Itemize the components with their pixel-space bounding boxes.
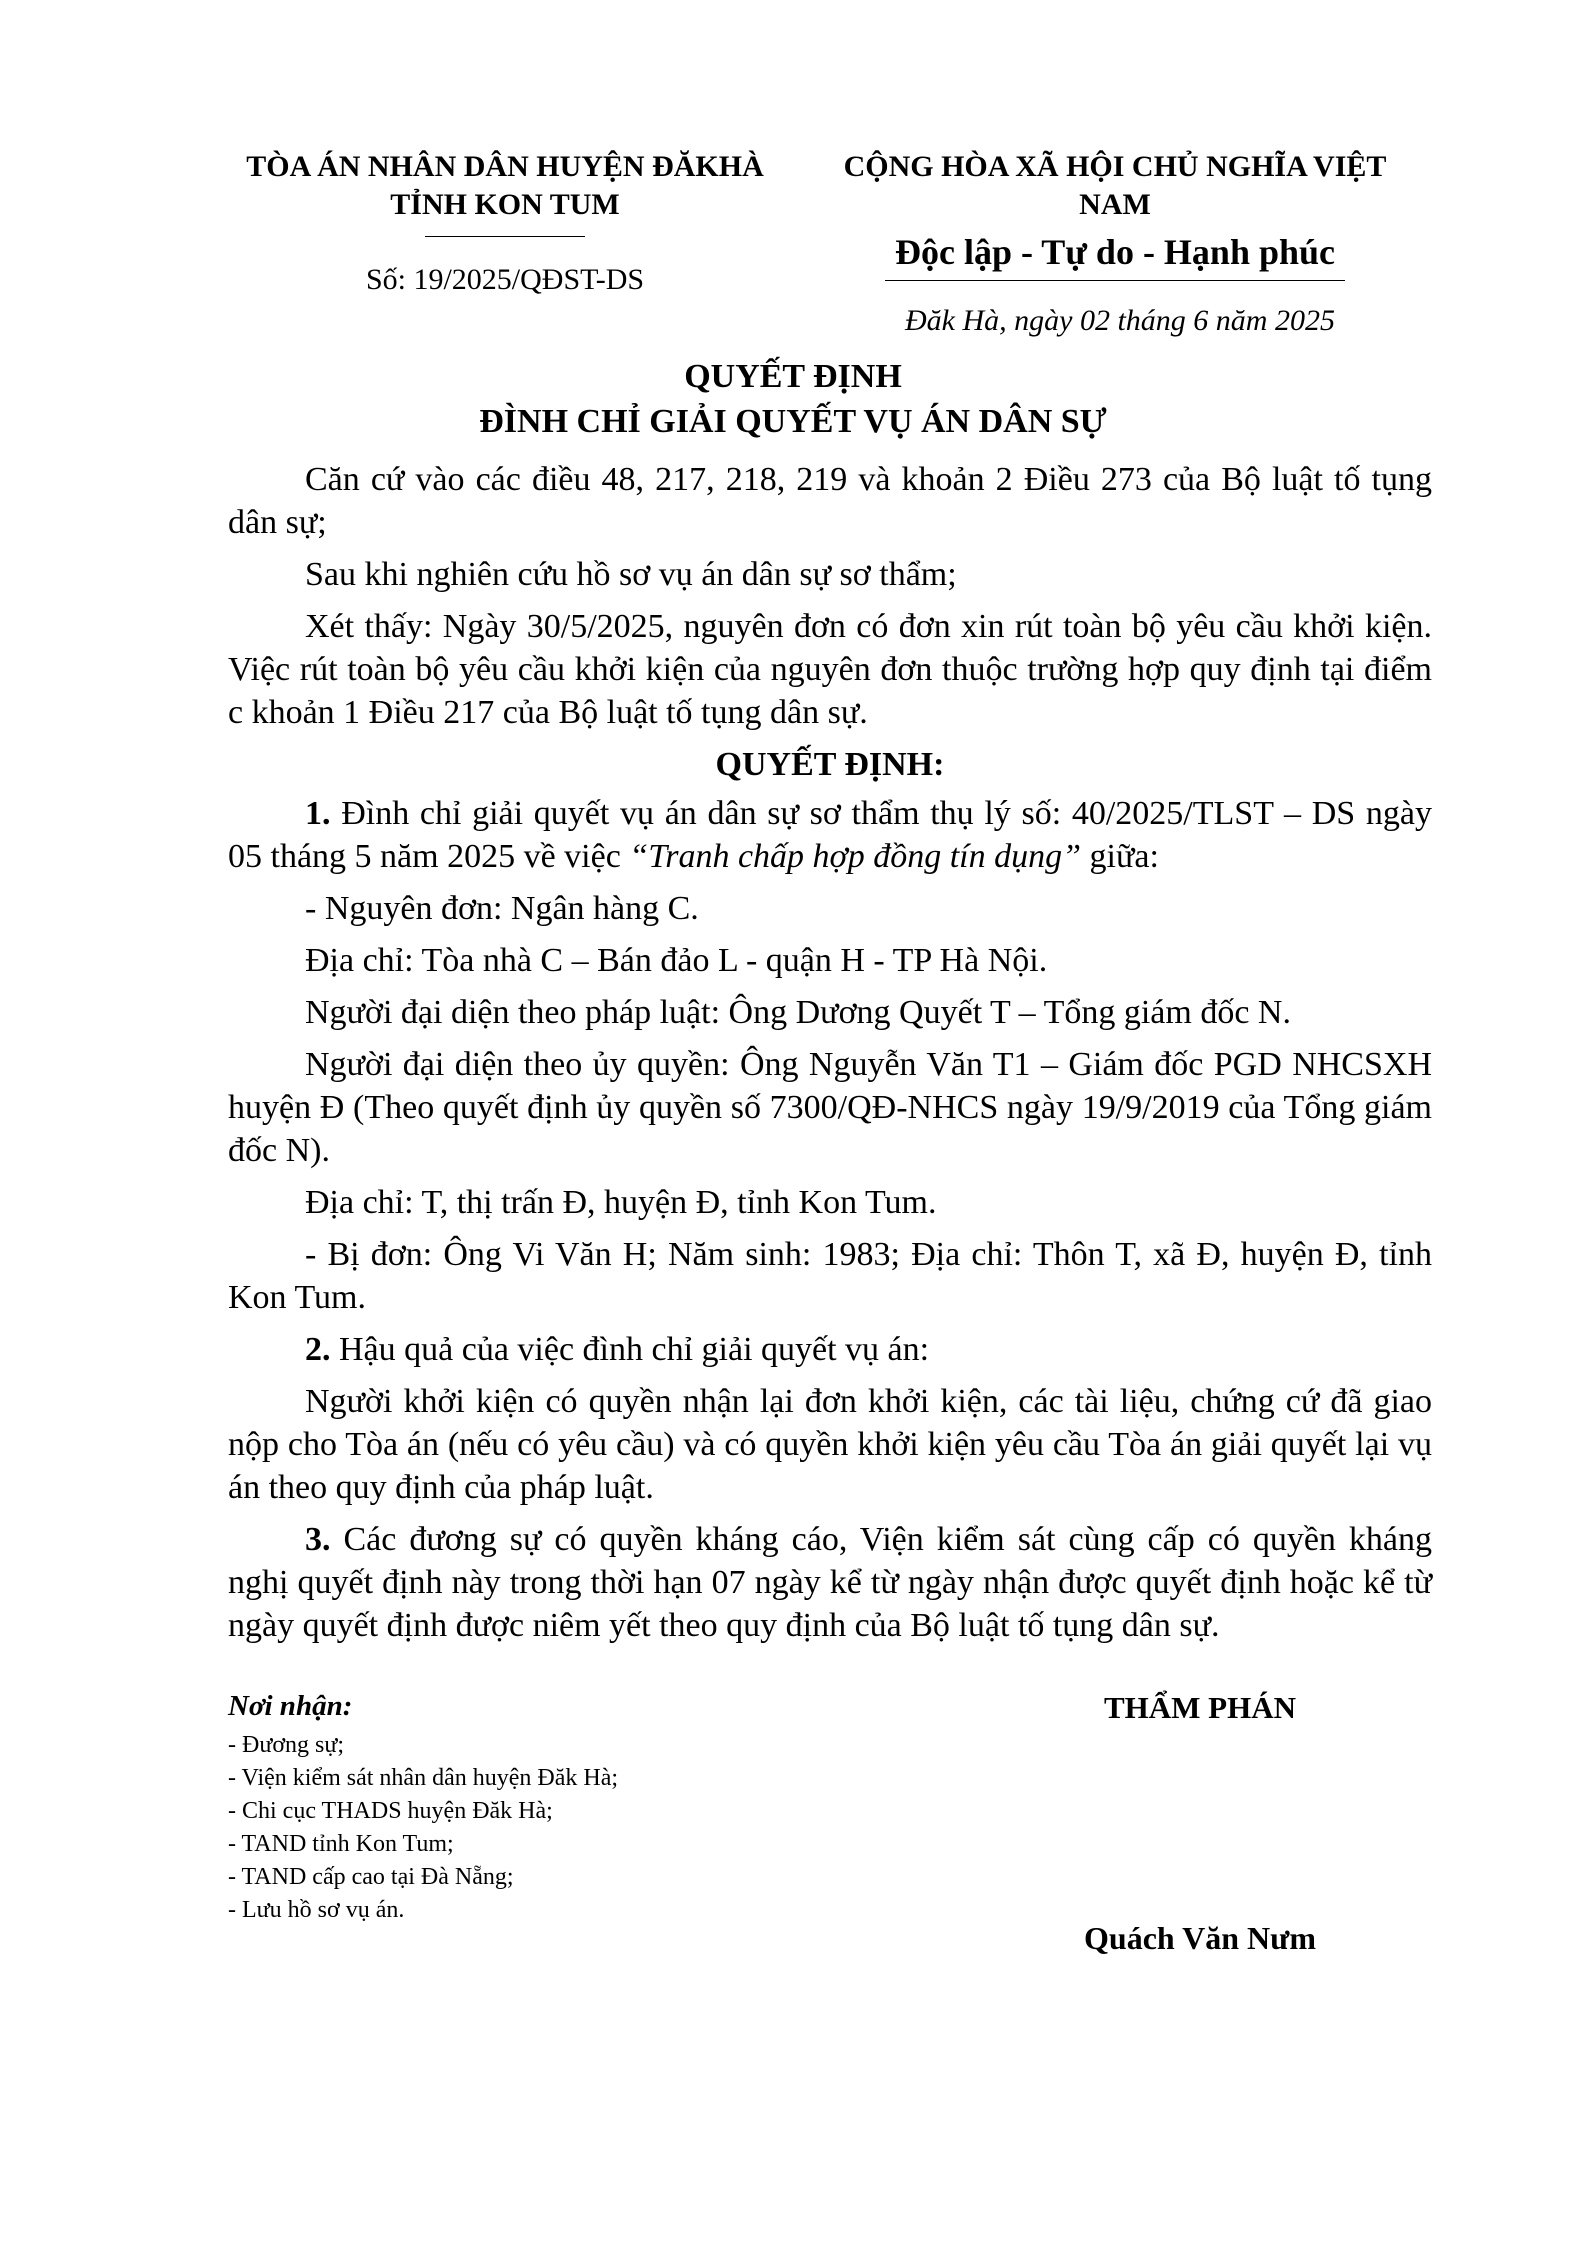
document-date: Đăk Hà, ngày 02 tháng 6 năm 2025 xyxy=(905,304,1335,337)
signer-name: Quách Văn Nưm xyxy=(1084,1920,1316,1956)
national-title-line2: NAM xyxy=(1079,188,1151,221)
item-number: 3. xyxy=(305,1521,331,1558)
national-header xyxy=(815,148,1415,281)
recipient-item: - Chi cục THADS huyện Đăk Hà; xyxy=(228,1798,553,1824)
defendant-line: - Bị đơn: Ông Vi Văn H; Năm sinh: 1983; Địa chỉ: Thôn T, xã Đ, huyện Đ, tỉnh Kon Tum. xyxy=(228,1236,1432,1316)
authorized-rep-address: Địa chỉ: T, thị trấn Đ, huyện Đ, tỉnh Kon Tum. xyxy=(305,1184,937,1221)
decision-item-2 xyxy=(228,1328,1432,1371)
recipients-title: Nơi nhận: xyxy=(228,1690,353,1722)
consequence-paragraph: Người khởi kiện có quyền nhận lại đơn khởi kiện, các tài liệu, chứng cứ đã giao nộp cho Tòa án (nếu có yêu cầu) và có quyền khởi kiện yêu cầu Tòa án giải quyết lại vụ án theo quy định của pháp luật. xyxy=(228,1383,1432,1506)
court-province: TỈNH KON TUM xyxy=(390,188,620,221)
signer-role: THẨM PHÁN xyxy=(1103,1690,1296,1725)
decision-item-1 xyxy=(228,792,1432,878)
document-subtitle: ĐÌNH CHỈ GIẢI QUYẾT VỤ ÁN DÂN SỰ xyxy=(479,403,1107,440)
document-title: QUYẾT ĐỊNH xyxy=(684,358,902,395)
item-text: Hậu quả của việc đình chỉ giải quyết vụ án: xyxy=(330,1331,930,1368)
plaintiff-line: - Nguyên đơn: Ngân hàng C. xyxy=(305,890,699,927)
motto-divider xyxy=(885,280,1345,281)
plaintiff-address: Địa chỉ: Tòa nhà C – Bán đảo L - quận H - TP Hà Nội. xyxy=(305,942,1048,979)
legal-representative: Người đại diện theo pháp luật: Ông Dương Quyết T – Tổng giám đốc N. xyxy=(305,994,1291,1031)
recipient-item: - Lưu hồ sơ vụ án. xyxy=(228,1897,405,1923)
court-header-divider xyxy=(425,236,585,237)
case-name: “Tranh chấp hợp đồng tín dụng” xyxy=(629,838,1082,875)
item-text: Đình chỉ giải quyết vụ án dân sự sơ thẩm thụ lý số: 40/2025/TLST – DS ngày 05 tháng 5 năm 2025 về việc xyxy=(228,795,1432,875)
national-motto: Độc lập - Tự do - Hạnh phúc xyxy=(894,232,1336,272)
item-number: 2. xyxy=(305,1331,331,1368)
recipient-item: - TAND tỉnh Kon Tum; xyxy=(228,1831,454,1857)
review-paragraph: Sau khi nghiên cứu hồ sơ vụ án dân sự sơ thẩm; xyxy=(305,556,957,593)
document-body xyxy=(228,458,1432,1656)
court-header xyxy=(215,148,795,297)
legal-basis-paragraph: Căn cứ vào các điều 48, 217, 218, 219 và khoản 2 Điều 273 của Bộ luật tố tụng dân sự; xyxy=(228,461,1432,541)
recipient-item: - TAND cấp cao tại Đà Nẵng; xyxy=(228,1864,514,1890)
court-name: TÒA ÁN NHÂN DÂN HUYỆN ĐĂKHÀ xyxy=(246,150,764,183)
item-number: 1. xyxy=(305,795,331,832)
recipient-item: - Viện kiểm sát nhân dân huyện Đăk Hà; xyxy=(228,1765,619,1791)
recipients-block xyxy=(228,1690,748,1927)
authorized-representative: Người đại diện theo ủy quyền: Ông Nguyễn Văn T1 – Giám đốc PGD NHCSXH huyện Đ (Theo quyết định ủy quyền số 7300/QĐ-NHCS ngày 19/9/2019 của Tổng giám đốc N). xyxy=(228,1046,1432,1169)
decision-heading: QUYẾT ĐỊNH: xyxy=(715,746,945,783)
item-text-end: giữa: xyxy=(1081,838,1159,875)
item-text: Các đương sự có quyền kháng cáo, Viện kiểm sát cùng cấp có quyền kháng nghị quyết định này trong thời hạn 07 ngày kể từ ngày nhận được quyết định hoặc kể từ ngày quyết định được niêm yết theo quy định của Bộ luật tố tụng dân sự. xyxy=(228,1521,1432,1644)
finding-paragraph: Xét thấy: Ngày 30/5/2025, nguyên đơn có đơn xin rút toàn bộ yêu cầu khởi kiện. Việc rút toàn bộ yêu cầu khởi kiện của nguyên đơn thuộc trường hợp quy định tại điểm c khoản 1 Điều 217 của Bộ luật tố tụng dân sự. xyxy=(228,608,1432,731)
document-number: Số: 19/2025/QĐST-DS xyxy=(365,263,645,296)
national-title-line1: CỘNG HÒA XÃ HỘI CHỦ NGHĨA VIỆT xyxy=(843,150,1387,183)
recipient-item: - Đương sự; xyxy=(228,1732,345,1758)
decision-item-3 xyxy=(228,1518,1432,1647)
